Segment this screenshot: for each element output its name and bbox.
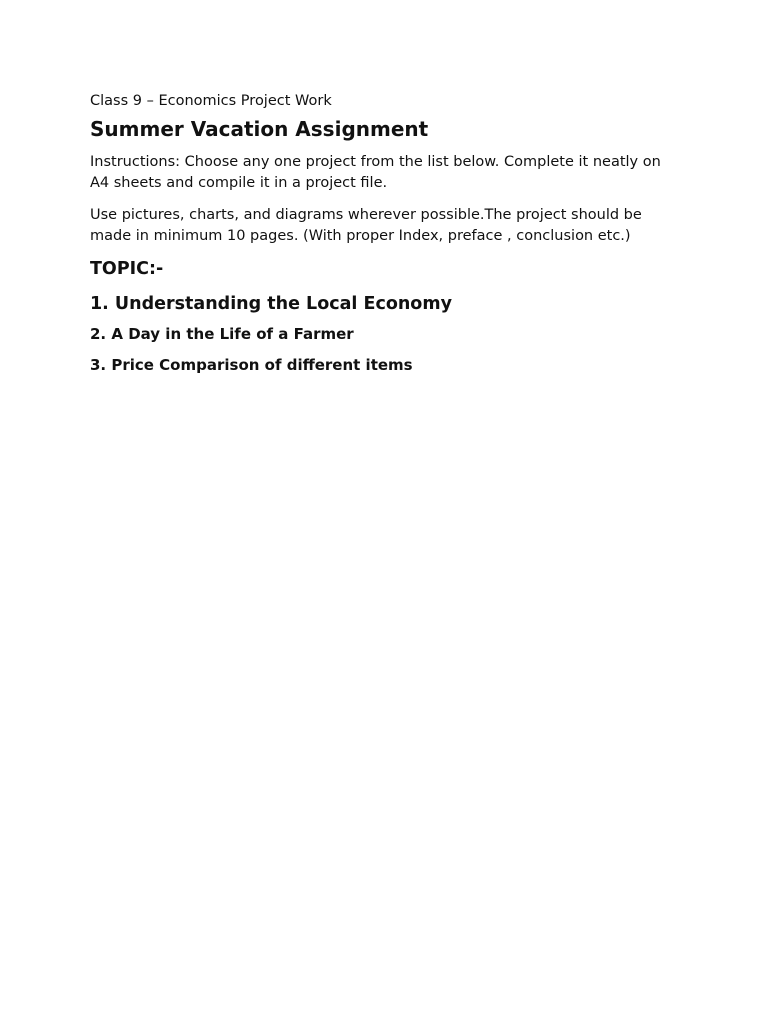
guidelines-paragraph: Use pictures, charts, and diagrams wherever possible.The project should be made in minimum 10 pages. (With proper Index, preface , conclusion etc.) <box>90 207 642 244</box>
instructions-paragraph: Instructions: Choose any one project from the list below. Complete it neatly on A4 sheets and compile it in a project file. <box>90 154 661 191</box>
topic-item-1: 1. Understanding the Local Economy <box>90 294 452 314</box>
document-title: Summer Vacation Assignment <box>90 117 429 141</box>
topic-heading: TOPIC:- <box>90 259 164 279</box>
topic-item-3: 3. Price Comparison of different items <box>90 356 413 374</box>
document-body <box>90 92 680 386</box>
document-header: Class 9 – Economics Project Work <box>90 93 332 109</box>
topic-item-2: 2. A Day in the Life of a Farmer <box>90 325 354 343</box>
